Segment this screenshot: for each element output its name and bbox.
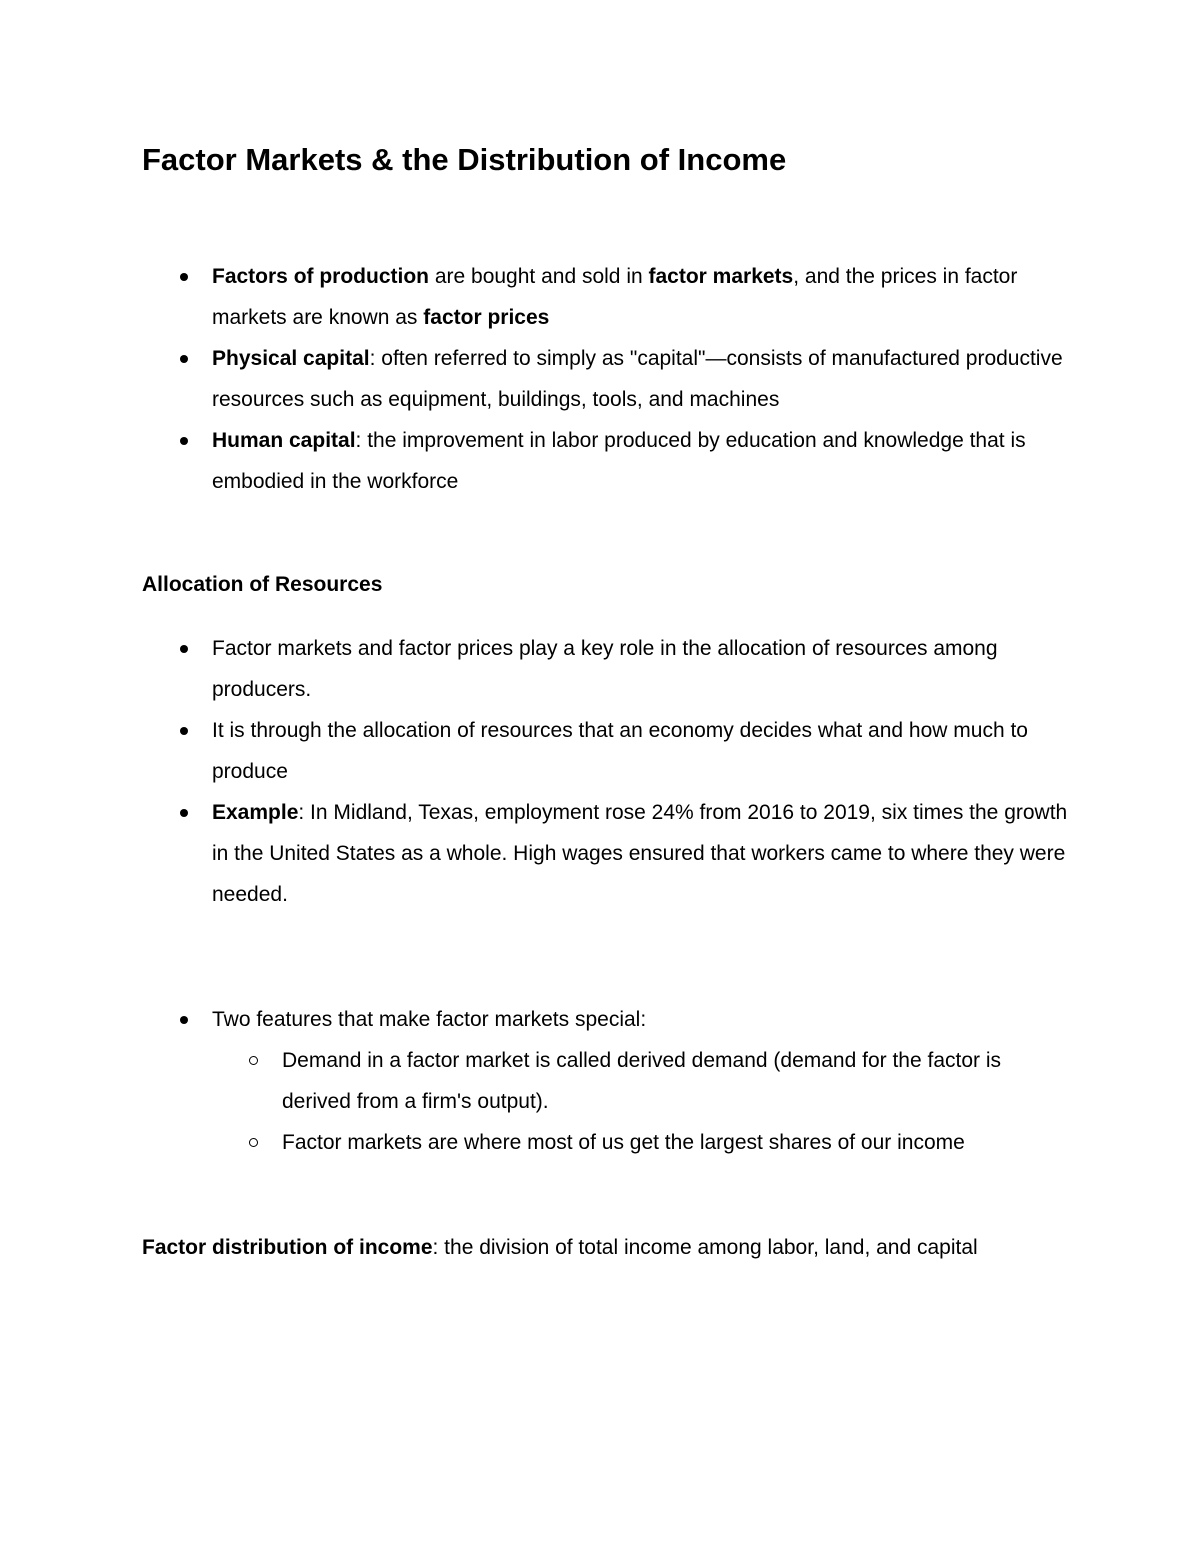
- bullet-icon: [180, 809, 188, 817]
- factor-distribution-definition: [142, 1227, 1042, 1268]
- list-item-text: Two features that make factor markets special:: [212, 1008, 647, 1031]
- sub-list-item-text: Demand in a factor market is called derived demand (demand for the factor is derived from a firm's output).: [282, 1049, 1002, 1113]
- hollow-bullet-icon: [249, 1138, 258, 1147]
- list-item-text: are bought and sold in: [429, 265, 649, 288]
- sub-list-item: [212, 1040, 1070, 1122]
- term-factor-markets: factor markets: [648, 265, 794, 288]
- bullet-icon: [180, 727, 188, 735]
- hollow-bullet-icon: [249, 1056, 258, 1065]
- term-example: Example: [212, 801, 299, 824]
- list-item: [0, 628, 1200, 710]
- term-factors-of-production: Factors of production: [212, 265, 429, 288]
- list-item: [0, 256, 1200, 338]
- term-physical-capital: Physical capital: [212, 347, 370, 370]
- term-factor-prices: factor prices: [423, 306, 550, 329]
- features-bullet-list: [0, 999, 1200, 1163]
- bullet-icon: [180, 437, 188, 445]
- bullet-icon: [180, 645, 188, 653]
- list-item: [0, 338, 1200, 420]
- list-item-text: , and the prices in factor markets are known as: [212, 265, 1018, 329]
- list-item: [0, 792, 1200, 915]
- features-sub-list: [212, 1040, 1070, 1163]
- bullet-icon: [180, 355, 188, 363]
- list-item: [0, 420, 1200, 502]
- section-heading-allocation: Allocation of Resources: [142, 573, 383, 596]
- list-item-text: : the improvement in labor produced by education and knowledge that is embodied in the workforce: [212, 429, 1026, 493]
- list-item-text: : In Midland, Texas, employment rose 24% from 2016 to 2019, six times the growth in the United States as a whole. High wages ensured that workers came to where they were needed.: [212, 801, 1068, 906]
- definition-text: : the division of total income among labor, land, and capital: [432, 1236, 978, 1259]
- bullet-icon: [180, 1016, 188, 1024]
- sub-list-item-text: Factor markets are where most of us get the largest shares of our income: [282, 1131, 965, 1154]
- list-item: [0, 710, 1200, 792]
- page-title: Factor Markets & the Distribution of Income: [142, 142, 787, 177]
- bullet-icon: [180, 273, 188, 281]
- term-factor-distribution: Factor distribution of income: [142, 1236, 433, 1259]
- term-human-capital: Human capital: [212, 429, 356, 452]
- list-item-text: Factor markets and factor prices play a key role in the allocation of resources among producers.: [212, 637, 998, 701]
- intro-bullet-list: [0, 256, 1200, 502]
- list-item-text: : often referred to simply as "capital"—consists of manufactured productive resources such as equipment, buildings, tools, and machines: [212, 347, 1063, 411]
- list-item: [0, 999, 1200, 1163]
- sub-list-item: [212, 1122, 1070, 1163]
- list-item-text: It is through the allocation of resources that an economy decides what and how much to produce: [212, 719, 1028, 783]
- allocation-bullet-list: [0, 628, 1200, 915]
